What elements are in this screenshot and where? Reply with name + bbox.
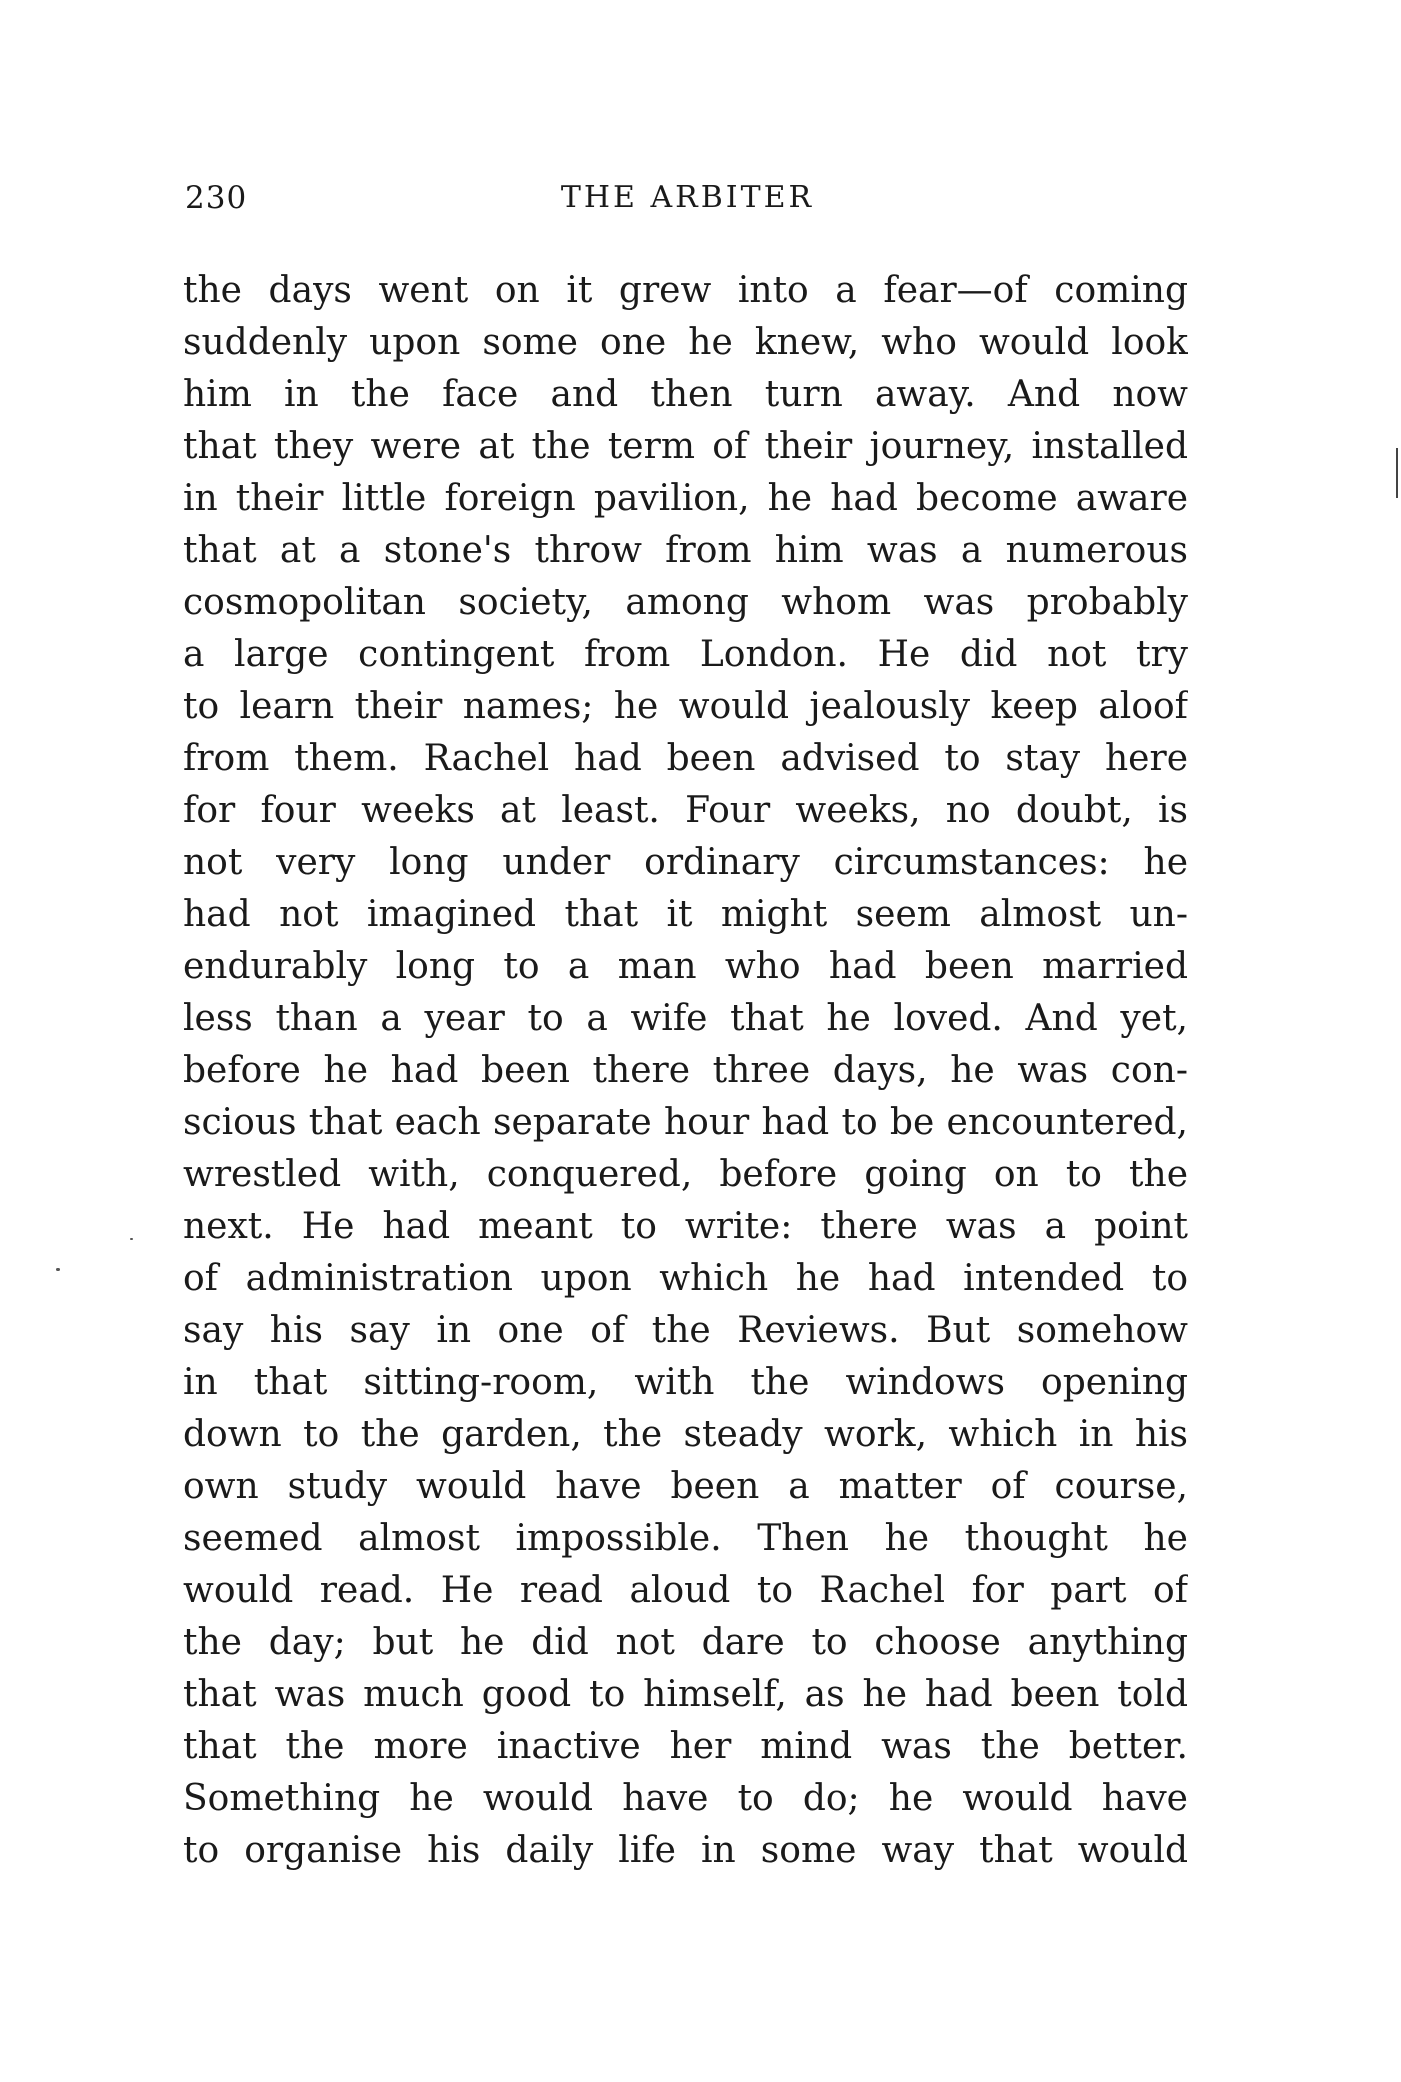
text-line: less than a year to a wife that he loved. And yet,: [183, 998, 1188, 1039]
body-text: [183, 265, 1188, 1877]
text-line: the days went on it grew into a fear—of coming: [183, 270, 1188, 311]
running-head: [185, 178, 1190, 218]
text-line: scious that each separate hour had to be encountered,: [183, 1102, 1188, 1143]
page-number: 230: [185, 180, 248, 216]
text-line: wrestled with, conquered, before going on to the: [183, 1154, 1188, 1195]
text-line: in that sitting-room, with the windows opening: [183, 1362, 1188, 1403]
text-line: cosmopolitan society, among whom was probably: [183, 582, 1188, 623]
text-line: Something he would have to do; he would have: [183, 1778, 1188, 1819]
running-title: THE ARBITER: [560, 180, 815, 215]
text-line: the day; but he did not dare to choose anything: [183, 1622, 1188, 1663]
text-line: had not imagined that it might seem almost un-: [183, 894, 1188, 935]
text-line: say his say in one of the Reviews. But somehow: [183, 1310, 1188, 1351]
text-line: for four weeks at least. Four weeks, no doubt, is: [183, 790, 1188, 831]
text-line: before he had been there three days, he was con-: [183, 1050, 1188, 1091]
text-line: in their little foreign pavilion, he had become aware: [183, 478, 1188, 519]
text-line: him in the face and then turn away. And now: [183, 374, 1188, 415]
text-line: would read. He read aloud to Rachel for part of: [183, 1570, 1188, 1611]
text-line: that they were at the term of their journey, installed: [183, 426, 1188, 467]
text-line: to organise his daily life in some way that would: [183, 1830, 1188, 1871]
text-line: down to the garden, the steady work, which in his: [183, 1414, 1188, 1455]
text-line: that the more inactive her mind was the better.: [183, 1726, 1188, 1767]
text-line: that at a stone's throw from him was a numerous: [183, 530, 1188, 571]
text-line: to learn their names; he would jealously keep aloof: [183, 686, 1188, 727]
text-line: a large contingent from London. He did not try: [183, 634, 1188, 675]
scan-speck: [130, 1238, 133, 1240]
scan-margin-mark: [1396, 448, 1398, 498]
scan-speck: [56, 1268, 60, 1271]
text-line: next. He had meant to write: there was a point: [183, 1206, 1188, 1247]
text-line: not very long under ordinary circumstances: he: [183, 842, 1188, 883]
text-line: from them. Rachel had been advised to stay here: [183, 738, 1188, 779]
text-line: endurably long to a man who had been married: [183, 946, 1188, 987]
text-line: of administration upon which he had intended to: [183, 1258, 1188, 1299]
text-line: own study would have been a matter of course,: [183, 1466, 1188, 1507]
text-line: that was much good to himself, as he had been told: [183, 1674, 1188, 1715]
text-line: suddenly upon some one he knew, who would look: [183, 322, 1188, 363]
text-line: seemed almost impossible. Then he thought he: [183, 1518, 1188, 1559]
